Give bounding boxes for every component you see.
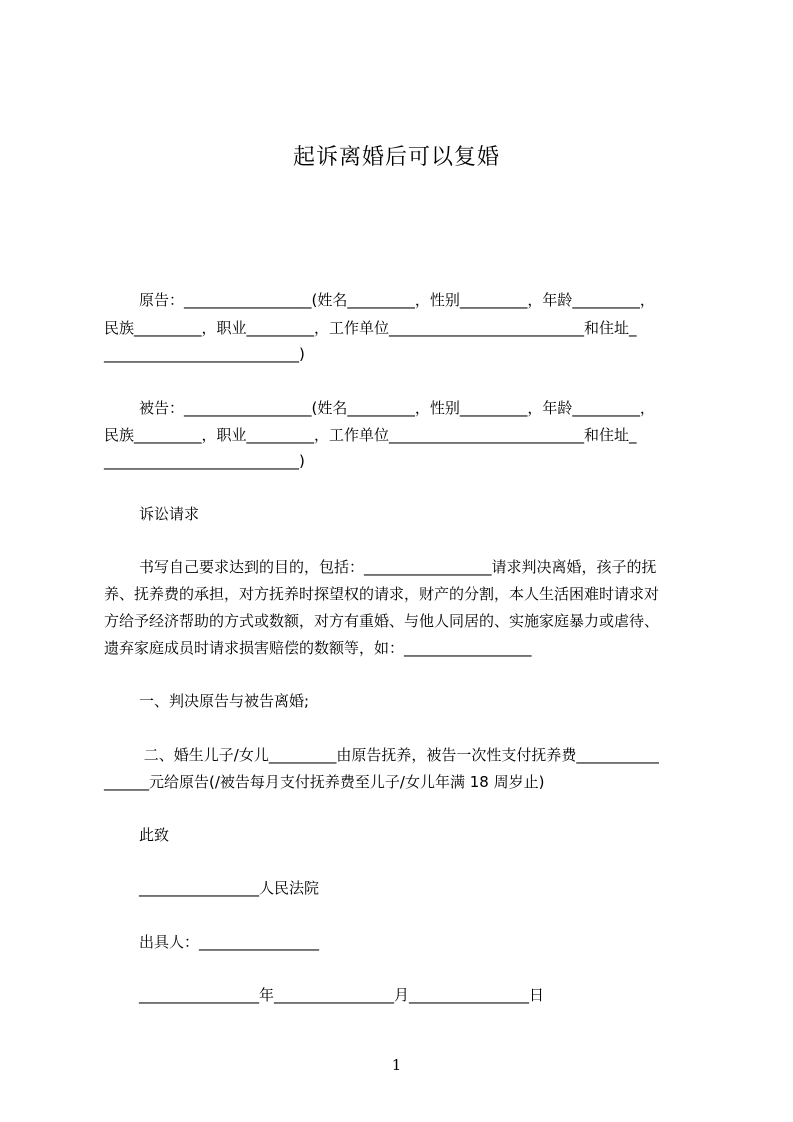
date-line: ________________年________________月________________日 xyxy=(139,986,545,1004)
claims-line-3: 方给予经济帮助的方式或数额，对方有重婚、与他人同居的、实施家庭暴力或虐待、 xyxy=(104,612,660,630)
plaintiff-line-3: __________________________) xyxy=(104,345,305,363)
defendant-line-3: __________________________) xyxy=(104,452,305,470)
claims-line-1: 书写自己要求达到的目的，包括：_________________请求判决离婚，孩子的抚 xyxy=(139,558,657,576)
plaintiff-line-2: 民族_________，职业_________，工作单位__________________________和住址_ xyxy=(104,319,637,337)
page-number: 1 xyxy=(391,1056,402,1074)
claims-heading: 诉讼请求 xyxy=(139,505,200,523)
court-line: ________________人民法院 xyxy=(139,879,320,897)
salutation: 此致 xyxy=(139,826,170,844)
claim-item-2-line-1: 二、婚生儿子/女儿_________由原告抚养，被告一次性支付抚养费___________ xyxy=(139,746,659,764)
claim-item-2-line-2: ______元给原告(/被告每月支付抚养费至儿子/女儿年满 18 周岁止) xyxy=(104,773,545,791)
defendant-line-1: 被告：_________________(姓名_________，性别_________，年龄_________， xyxy=(139,399,655,417)
document-title: 起诉离婚后可以复婚 xyxy=(292,145,500,170)
issuer-line: 出具人：________________ xyxy=(139,933,320,951)
claims-line-2: 养、抚养费的承担，对方抚养时探望权的请求，财产的分割，本人生活困难时请求对 xyxy=(104,585,660,603)
defendant-line-2: 民族_________，职业_________，工作单位__________________________和住址_ xyxy=(104,426,637,444)
plaintiff-line-1: 原告：_________________(姓名_________，性别_________，年龄_________， xyxy=(139,291,655,309)
claim-item-1: 一、判决原告与被告离婚; xyxy=(139,692,310,710)
claims-line-4: 遗弃家庭成员时请求损害赔偿的数额等，如：_________________ xyxy=(104,639,532,657)
